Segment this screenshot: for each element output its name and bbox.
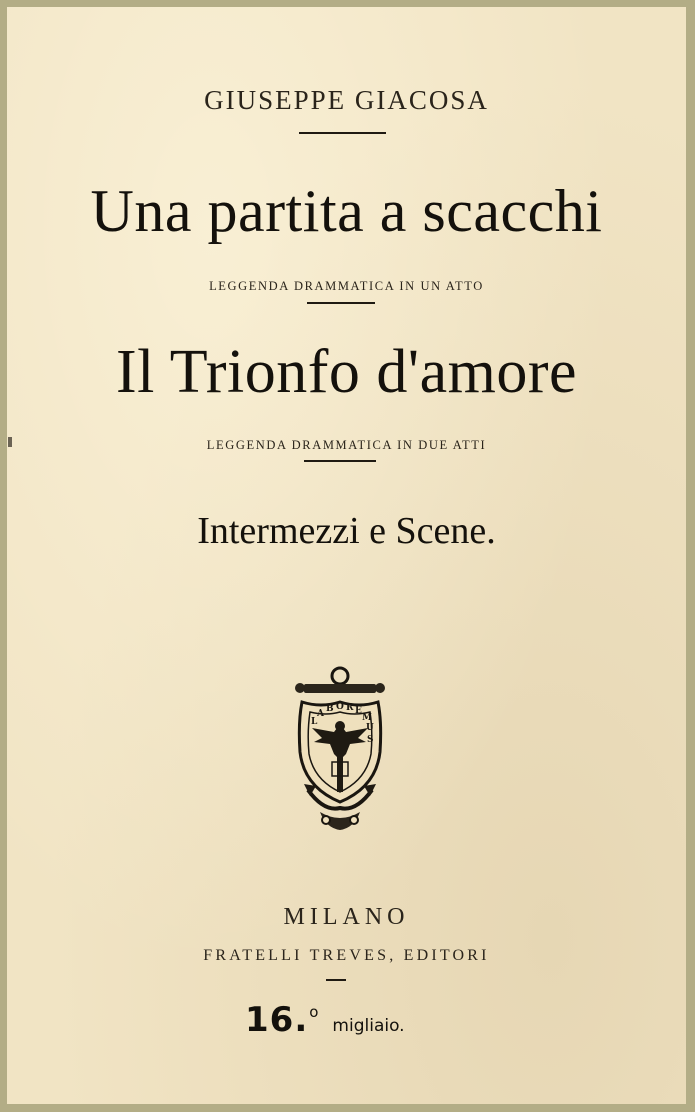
svg-text:O: O <box>336 702 344 712</box>
author-name: GIUSEPPE GIACOSA <box>204 85 489 115</box>
svg-text:U: U <box>366 723 374 733</box>
divider-rule <box>299 132 386 134</box>
edition-number: 16. <box>245 1000 309 1040</box>
divider-rule <box>326 979 346 981</box>
publication-city: MILANO <box>283 904 410 930</box>
work3-title: Intermezzi e Scene. <box>197 510 496 552</box>
svg-text:E: E <box>355 706 362 716</box>
work2-subtitle: LEGGENDA DRAMMATICA IN DUE ATTI <box>206 438 487 452</box>
svg-text:B: B <box>326 704 334 714</box>
work1-subtitle: LEGGENDA DRAMMATICA IN UN ATTO <box>209 279 484 293</box>
svg-text:L: L <box>311 717 318 727</box>
edition-word: migliaio. <box>332 1016 405 1036</box>
svg-text:A: A <box>317 709 324 719</box>
edition-superscript: o <box>309 1003 319 1021</box>
edition-statement <box>245 1000 405 1040</box>
svg-text:M: M <box>362 713 372 723</box>
title-page <box>7 7 686 1104</box>
anchor-eagle-printer-mark-icon <box>284 662 394 832</box>
svg-text:S: S <box>367 735 374 745</box>
divider-rule <box>304 460 376 462</box>
work1-title: Una partita a scacchi <box>90 178 603 244</box>
divider-rule <box>307 302 375 304</box>
work2-title: Il Trionfo d'amore <box>115 338 578 406</box>
svg-text:R: R <box>346 703 354 713</box>
publisher-name: FRATELLI TREVES, EDITORI <box>203 947 490 964</box>
